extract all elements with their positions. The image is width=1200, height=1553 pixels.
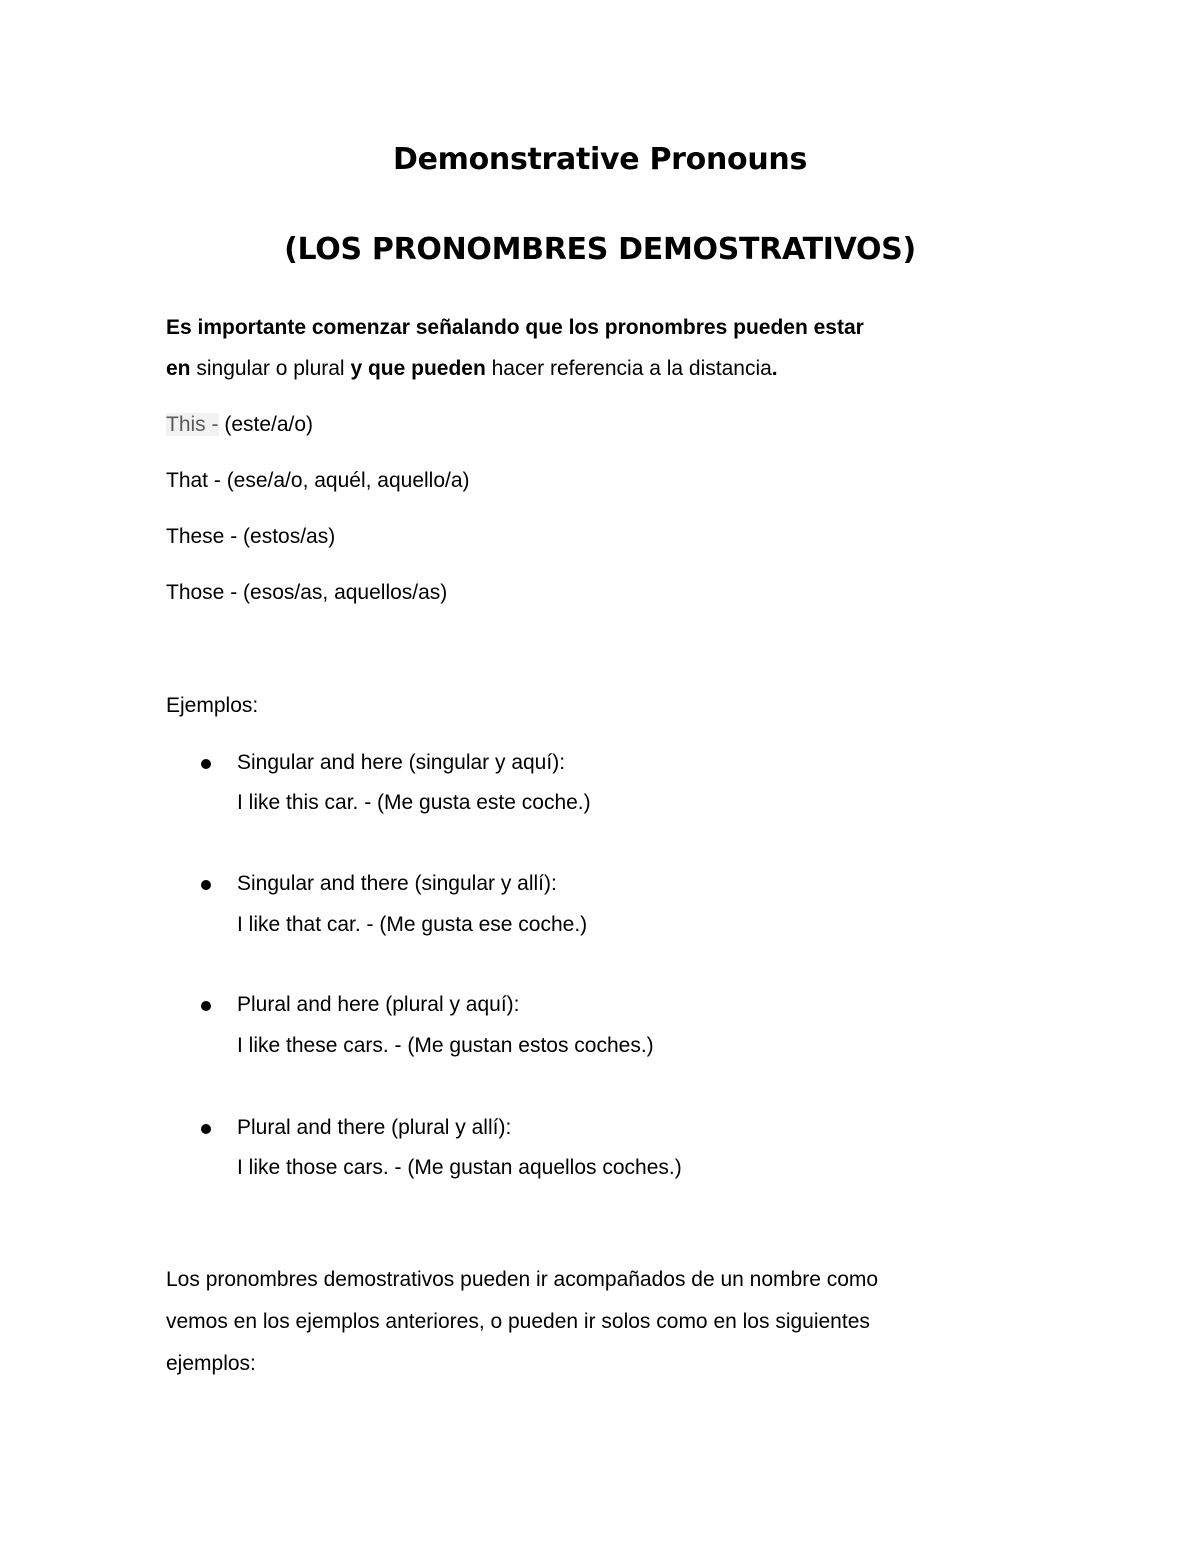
example-heading: Singular and here (singular y aquí): [237,751,566,774]
pronoun-translation: - (estos/as) [224,525,336,548]
pronoun-word: These [166,525,225,548]
pronoun-word: This - [166,413,219,436]
intro-line-2 [166,355,778,383]
intro-text-a: singular o plural [190,357,351,380]
intro-text-b: hacer referencia a la distancia [485,357,772,380]
bullet-icon [201,880,211,890]
example-sentence: I like that car. - (Me gusta ese coche.) [237,913,588,936]
example-heading: Singular and there (singular y allí): [237,872,557,895]
pronoun-these [166,523,335,551]
pronoun-this [166,411,313,439]
pronoun-word: Those [166,581,225,604]
pronoun-translation: - (ese/a/o, aquél, aquello/a) [208,469,470,492]
intro-line-1: Es importante comenzar señalando que los pronombres pueden estar [166,316,864,339]
closing-line-3: ejemplos: [166,1352,256,1375]
example-sentence: I like those cars. - (Me gustan aquellos coches.) [237,1156,682,1179]
pronoun-those [166,579,447,607]
page-subtitle: (LOS PRONOMBRES DEMOSTRATIVOS) [284,232,916,267]
pronoun-word: That [166,469,209,492]
closing-line-2: vemos en los ejemplos anteriores, o pueden ir solos como en los siguientes [166,1310,870,1333]
examples-label: Ejemplos: [166,694,259,717]
example-heading: Plural and here (plural y aquí): [237,993,520,1016]
pronoun-translation: - (esos/as, aquellos/as) [224,581,448,604]
bullet-icon [201,1124,211,1134]
example-sentence: I like these cars. - (Me gustan estos coches.) [237,1034,654,1057]
intro-bold-yquepueden: y que pueden [350,357,486,380]
pronoun-that [166,467,470,495]
bullet-icon [201,1001,211,1011]
intro-bold-en: en [166,357,191,380]
example-sentence: I like this car. - (Me gusta este coche.) [237,791,591,814]
bullet-icon [201,759,211,769]
closing-line-1: Los pronombres demostrativos pueden ir acompañados de un nombre como [166,1268,879,1291]
intro-period: . [771,357,778,380]
pronoun-translation: (este/a/o) [218,413,314,436]
page-title: Demonstrative Pronouns [392,142,807,177]
example-heading: Plural and there (plural y allí): [237,1116,512,1139]
